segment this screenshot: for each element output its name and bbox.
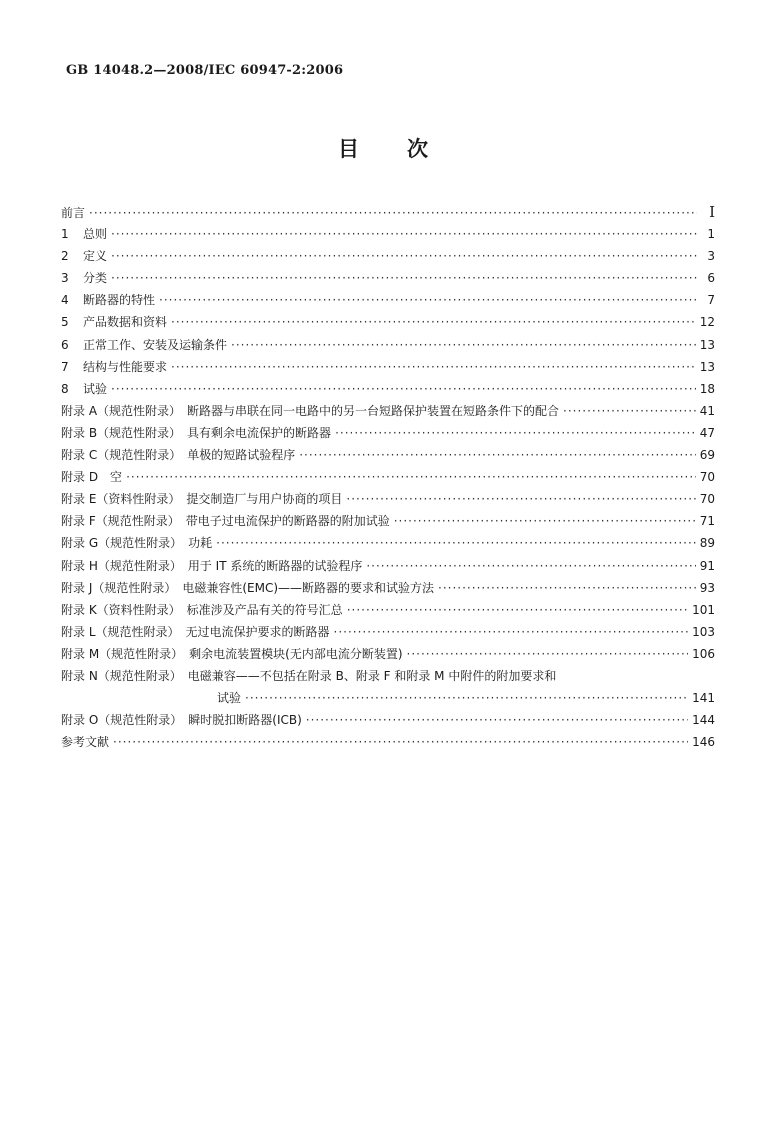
toc-page: 103 — [692, 624, 715, 639]
dot-leader — [111, 245, 697, 267]
dot-leader — [306, 709, 688, 731]
toc-number: 1 — [61, 227, 69, 242]
dot-leader — [89, 202, 697, 224]
toc-label: 定义 — [83, 249, 108, 264]
dot-leader — [334, 621, 689, 643]
toc-page: 106 — [692, 646, 715, 661]
toc-entry-annex-n-continued[interactable] — [61, 687, 715, 709]
dot-leader — [245, 687, 688, 709]
toc-entry-references[interactable] — [61, 731, 715, 753]
toc-page: 141 — [692, 691, 715, 706]
toc-page: 70 — [699, 470, 715, 485]
toc-entry-section[interactable] — [61, 356, 715, 378]
toc-entry-annex[interactable] — [61, 599, 715, 621]
toc-label: 附录 B（规范性附录） 具有剩余电流保护的断路器 — [61, 425, 332, 440]
toc-label: 总则 — [83, 227, 108, 242]
dot-leader — [113, 731, 688, 753]
toc-label: 产品数据和资料 — [83, 315, 168, 330]
dot-leader — [407, 643, 689, 665]
toc-entry-preface[interactable] — [61, 201, 715, 223]
dot-leader — [126, 466, 696, 488]
toc-label: 附录 H（规范性附录） 用于 IT 系统的断路器的试验程序 — [61, 558, 363, 573]
toc-page: 13 — [699, 359, 715, 374]
toc-page: 91 — [699, 558, 715, 573]
toc-label: 附录 E（资料性附录） 提交制造厂与用户协商的项目 — [61, 492, 343, 507]
dot-leader — [111, 378, 696, 400]
toc-page: 18 — [699, 381, 715, 396]
toc-page: 1 — [707, 227, 715, 242]
dot-leader — [347, 599, 688, 621]
toc-label: 附录 A（规范性附录） 断路器与串联在同一电路中的另一台短路保护装置在短路条件下的配合 — [61, 403, 560, 418]
toc-page: 41 — [699, 403, 715, 418]
table-of-contents — [61, 201, 715, 753]
toc-number: 2 — [61, 249, 69, 264]
toc-entry-annex[interactable] — [61, 466, 715, 488]
toc-label: 附录 L（规范性附录） 无过电流保护要求的断路器 — [61, 624, 330, 639]
toc-number: 8 — [61, 381, 69, 396]
toc-number: 5 — [61, 315, 69, 330]
page-title: 目 次 — [338, 137, 430, 161]
toc-label: 附录 O（规范性附录） 瞬时脱扣断路器(ICB) — [61, 713, 302, 728]
toc-entry-annex-n[interactable] — [61, 665, 715, 687]
dot-leader — [366, 555, 695, 577]
toc-entry-annex[interactable] — [61, 444, 715, 466]
toc-page: 7 — [707, 293, 715, 308]
toc-label: 附录 C（规范性附录） 单极的短路试验程序 — [61, 448, 296, 463]
dot-leader — [171, 311, 696, 333]
toc-entry-section[interactable] — [61, 334, 715, 356]
toc-entry-annex[interactable] — [61, 532, 715, 554]
dot-leader — [111, 223, 697, 245]
dot-leader — [346, 488, 695, 510]
toc-page: 89 — [699, 536, 715, 551]
dot-leader — [394, 510, 696, 532]
toc-page: 3 — [707, 249, 715, 264]
toc-entry-section[interactable] — [61, 378, 715, 400]
dot-leader — [563, 400, 696, 422]
dot-leader — [299, 444, 696, 466]
toc-number: 6 — [61, 337, 69, 352]
toc-label-continued: 试验 — [217, 691, 242, 706]
toc-entry-annex[interactable] — [61, 510, 715, 532]
toc-entry-annex[interactable] — [61, 488, 715, 510]
toc-page: 71 — [699, 514, 715, 529]
toc-page: 6 — [707, 271, 715, 286]
toc-label: 附录 N（规范性附录） 电磁兼容——不包括在附录 B、附录 F 和附录 M 中附件的附加要求和 — [61, 668, 557, 683]
toc-entry-annex[interactable] — [61, 422, 715, 444]
toc-entry-section[interactable] — [61, 311, 715, 333]
toc-page: 70 — [699, 492, 715, 507]
dot-leader — [171, 356, 696, 378]
toc-label: 附录 M（规范性附录） 剩余电流装置模块(无内部电流分断装置) — [61, 646, 403, 661]
toc-label: 分类 — [83, 271, 108, 286]
toc-entry-annex-o[interactable] — [61, 709, 715, 731]
toc-page: 144 — [692, 713, 715, 728]
toc-label: 正常工作、安装及运输条件 — [83, 337, 228, 352]
dot-leader — [216, 532, 696, 554]
toc-label: 附录 F（规范性附录） 带电子过电流保护的断路器的附加试验 — [61, 514, 390, 529]
dot-leader — [111, 267, 697, 289]
toc-entry-annex[interactable] — [61, 400, 715, 422]
toc-page: Ⅰ — [709, 203, 715, 221]
toc-label: 断路器的特性 — [83, 293, 156, 308]
toc-entry-annex[interactable] — [61, 555, 715, 577]
toc-page: 69 — [699, 448, 715, 463]
dot-leader — [335, 422, 696, 444]
toc-entry-section[interactable] — [61, 289, 715, 311]
toc-label: 附录 K（资料性附录） 标准涉及产品有关的符号汇总 — [61, 602, 343, 617]
toc-page: 47 — [699, 425, 715, 440]
toc-number: 7 — [61, 359, 69, 374]
toc-label: 参考文献 — [61, 735, 110, 750]
dot-leader — [159, 289, 697, 311]
toc-number: 4 — [61, 293, 69, 308]
toc-label: 附录 G（规范性附录） 功耗 — [61, 536, 213, 551]
toc-page: 13 — [699, 337, 715, 352]
toc-number: 3 — [61, 271, 69, 286]
toc-entry-section[interactable] — [61, 245, 715, 267]
toc-entry-annex[interactable] — [61, 643, 715, 665]
toc-entry-section[interactable] — [61, 267, 715, 289]
toc-label: 结构与性能要求 — [83, 359, 168, 374]
toc-entry-annex[interactable] — [61, 621, 715, 643]
toc-entry-annex[interactable] — [61, 577, 715, 599]
toc-label: 试验 — [83, 381, 108, 396]
toc-page: 12 — [699, 315, 715, 330]
dot-leader — [231, 334, 696, 356]
toc-label: 附录 J（规范性附录） 电磁兼容性(EMC)——断路器的要求和试验方法 — [61, 580, 435, 595]
toc-entry-section[interactable] — [61, 223, 715, 245]
toc-page: 93 — [699, 580, 715, 595]
toc-page: 101 — [692, 602, 715, 617]
standard-header: GB 14048.2—2008/IEC 60947-2:2006 — [66, 63, 344, 78]
toc-page: 146 — [692, 735, 715, 750]
toc-label: 前言 — [61, 206, 86, 220]
dot-leader — [438, 577, 696, 599]
toc-label: 附录 D 空 — [61, 470, 123, 485]
